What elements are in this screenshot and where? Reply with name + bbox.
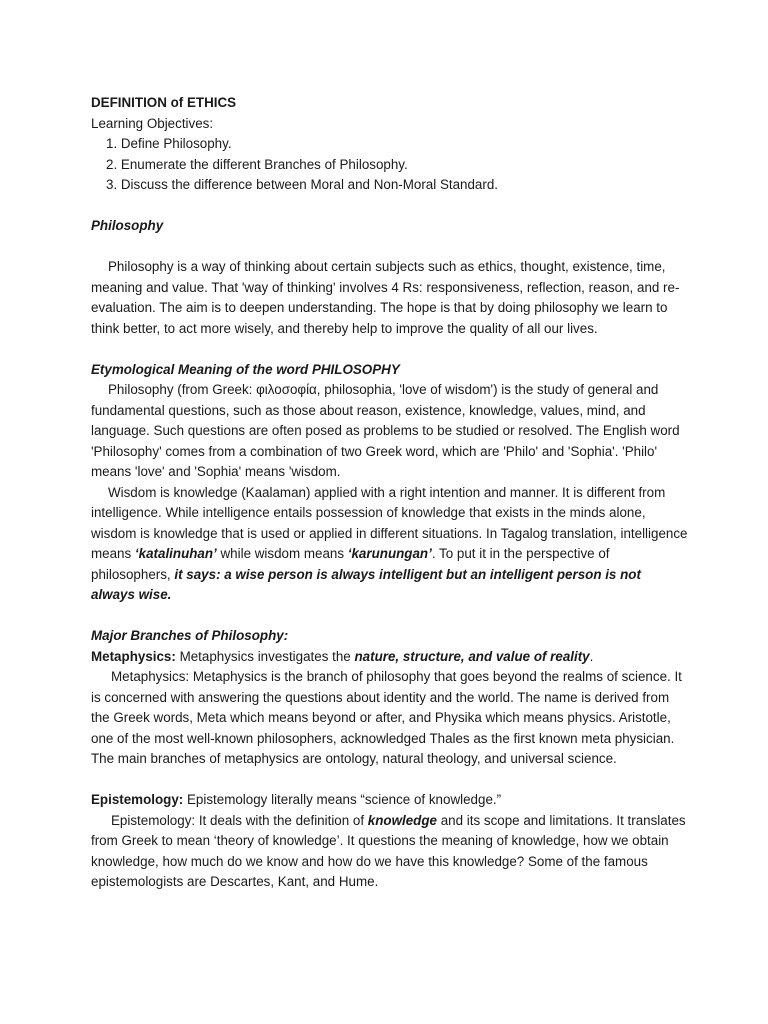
objective-item: 3. Discuss the difference between Moral and Non-Moral Standard. [106,177,499,192]
etymology-paragraph-2 [91,483,688,606]
metaphysics-paragraph: Metaphysics: Metaphysics is the branch of philosophy that goes beyond the realms of science. It is concerned with answering the questions about identity and the world. The name is derived from the Greek words, Meta which means beyond or after, and Physika which means physics. Aristotle, one of the most well-known philosophers, acknowledged Thales as the first known meta physician. The main branches of metaphysics are ontology, natural theology, and universal science. [91,669,682,766]
katalinuhan-term: ‘katalinuhan’ [134,546,217,561]
etymology-paragraph-1: Philosophy (from Greek: φιλοσοφία, philosophia, 'love of wisdom') is the study of general and fundamental questions, such as those about reason, existence, knowledge, values, mind, and language. Such questions are often posed as problems to be studied or resolved. The English word 'Philosophy' comes from a combination of two Greek word, which are 'Philo' and 'Sophia'. 'Philo' means 'love' and 'Sophia' means 'wisdom. [91,382,680,479]
branches-heading: Major Branches of Philosophy: [91,628,289,643]
metaphysics-summary [91,647,688,668]
objective-item: 1. Define Philosophy. [106,136,232,151]
wise-person-quote: it says: a wise person is always intelligent but an intelligent person is not always wise. [91,566,641,602]
wisdom-text-a: Wisdom is knowledge (Kaalaman) applied with a right intention and manner. It is different from intelligence. While intelligence entails possession of knowledge that exists in the minds alone, wisdom is knowledge that is used or applied in different situations. In Tagalog translation, intelligence means [91,484,688,561]
metaphysics-summary-b: . [589,648,594,664]
etymology-heading: Etymological Meaning of the word PHILOSOPHY [91,361,400,377]
epistemology-text-b: and its scope and limitations. It translates from Greek to mean ‘theory of knowledge’. It questions the meaning of knowledge, how we obtain knowledge, how much do we know and how do we have this knowledge? Some of the famous epistemologists are Descartes, Kant, and Hume. [91,812,686,889]
epistemology-summary [91,790,688,811]
philosophy-heading: Philosophy [91,218,164,233]
epistemology-summary-text: Epistemology literally means “science of knowledge.” [183,792,502,807]
wisdom-text-c: . To put it in the perspective of philosophers, [91,546,610,582]
wisdom-text-b: while wisdom means [216,546,348,561]
epistemology-paragraph [91,811,688,893]
epistemology-text-a: Epistemology: It deals with the definition of [111,812,368,828]
objectives-list [91,134,688,196]
epistemology-label: Epistemology: [91,792,184,807]
metaphysics-summary-em: nature, structure, and value of reality [354,648,590,664]
philosophy-paragraph: Philosophy is a way of thinking about certain subjects such as ethics, thought, existence, time, meaning and value. That 'way of thinking' involves 4 Rs: responsiveness, reflection, reason, and re-evaluation. The aim is to deepen understanding. The hope is that by doing philosophy we learn to think better, to act more wisely, and thereby help to improve the quality of all our lives. [91,259,680,336]
learning-objectives-label: Learning Objectives: [91,115,214,131]
metaphysics-summary-a: Metaphysics investigates the [175,648,355,664]
metaphysics-label: Metaphysics: [91,648,176,664]
karunungan-term: ‘karunungan’ [347,546,432,561]
document-title: DEFINITION of ETHICS [91,95,237,110]
objective-item: 2. Enumerate the different Branches of Philosophy. [106,156,408,172]
knowledge-em: knowledge [367,812,437,828]
